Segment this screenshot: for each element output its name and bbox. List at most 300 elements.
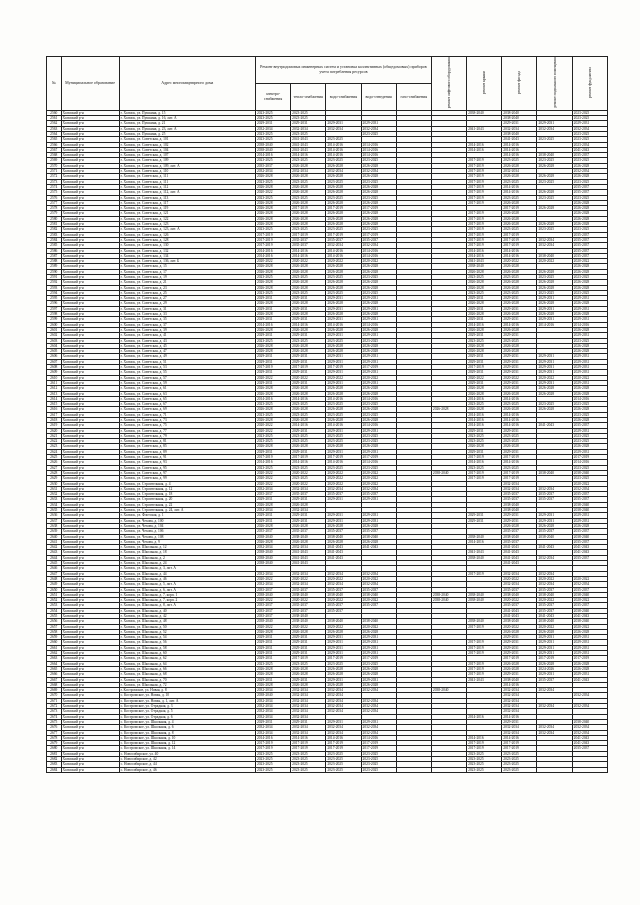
row-address: г. Холмск, ул. Советская, д. 107: [119, 153, 255, 158]
row-water: 2023-2025: [326, 227, 361, 232]
row-basement: 2029-2031: [537, 380, 572, 385]
row-heat: 2023-2025: [291, 227, 326, 232]
row-foundation: 2026-2028: [572, 418, 607, 423]
row-heat: 2035-2037: [291, 492, 326, 497]
row-lift: 2038-2040: [431, 592, 466, 597]
row-address: г. Холмск, ул. Строительная, д. 4: [119, 481, 255, 486]
row-foundation: 2029-2031: [572, 317, 607, 322]
row-address: г. Холмск, ул. Чехова, д. 106: [119, 529, 255, 534]
row-sewer: 2029-2031: [361, 497, 396, 502]
row-basement: 2032-2034: [537, 555, 572, 560]
row-sewer: 2026-2028: [361, 184, 396, 189]
row-electric: 2026-2028: [255, 407, 290, 412]
row-address: г. Холмск, ул. Советская, д. 136, лит. Б: [119, 259, 255, 264]
row-roof: 2023-2025: [467, 290, 502, 295]
row-address: г. Холмск, ул. Советская, д. 91: [119, 455, 255, 460]
row-water: 2029-2031: [326, 651, 361, 656]
row-electric: 2029-2031: [255, 317, 290, 322]
row-basement: 2026-2028: [537, 174, 572, 179]
row-roof: 2014-2016: [467, 412, 502, 417]
row-electric: 2029-2031: [255, 296, 290, 301]
row-address: г. Холмск, ул. Советская, д. 51: [119, 359, 255, 364]
row-sewer: 2029-2031: [361, 677, 396, 682]
row-roof: 2017-2019: [467, 571, 502, 576]
row-basement: 2020-2022: [537, 259, 572, 264]
row-basement: 2035-2037: [537, 497, 572, 502]
row-facade: 2017-2019: [502, 476, 537, 481]
row-number: 2580: [47, 216, 62, 221]
row-foundation: 2035-2037: [572, 555, 607, 560]
row-foundation: 2029-2031: [572, 380, 607, 385]
row-heat: 2014-2016: [291, 396, 326, 401]
row-basement: 2026-2028: [537, 523, 572, 528]
row-water: 2020-2022: [326, 375, 361, 380]
row-electric: 2038-2040: [255, 619, 290, 624]
row-water: 2023-2025: [326, 402, 361, 407]
row-facade: 2032-2034: [502, 582, 537, 587]
row-roof: 2026-2028: [467, 312, 502, 317]
row-heat: 2029-2031: [291, 449, 326, 454]
row-heat: 2038-2040: [291, 619, 326, 624]
row-water: 2026-2028: [326, 349, 361, 354]
row-sewer: 2026-2028: [361, 349, 396, 354]
row-basement: 2041-2043: [537, 545, 572, 550]
row-water: 2026-2028: [326, 301, 361, 306]
row-sewer: 2014-2016: [361, 735, 396, 740]
row-roof: 2017-2019: [467, 746, 502, 751]
row-basement: 2029-2031: [537, 354, 572, 359]
row-heat: 2026-2028: [291, 301, 326, 306]
row-number: 2638: [47, 523, 62, 528]
row-number: 2659: [47, 635, 62, 640]
row-electric: 2035-2037: [255, 163, 290, 168]
row-water: 2014-2016: [326, 735, 361, 740]
row-number: 2679: [47, 741, 62, 746]
row-number: 2575: [47, 190, 62, 195]
row-municipality: Холмский р-н: [61, 688, 119, 693]
row-facade: 2017-2019: [502, 455, 537, 460]
row-water: 2029-2031: [326, 306, 361, 311]
row-foundation: 2026-2028: [572, 264, 607, 269]
row-municipality: Холмский р-н: [61, 174, 119, 179]
row-sewer: 2029-2031: [361, 645, 396, 650]
row-heat: 2026-2028: [291, 200, 326, 205]
row-roof: 2017-2019: [467, 163, 502, 168]
row-address: г. Холмск, ул. Советская, д. 49: [119, 354, 255, 359]
row-water: 2020-2022: [326, 470, 361, 475]
row-facade: 2026-2028: [502, 327, 537, 332]
row-electric: 2023-2025: [255, 116, 290, 121]
row-heat: 2020-2022: [291, 470, 326, 475]
row-heat: 2026-2028: [291, 523, 326, 528]
row-water: 2017-2019: [326, 206, 361, 211]
row-roof: 2014-2016: [467, 423, 502, 428]
row-address: с. Костромское, ул. Новая, д. 1, лит. А: [119, 698, 255, 703]
row-facade: 2017-2019: [502, 741, 537, 746]
row-sewer: 2035-2037: [361, 492, 396, 497]
row-water: 2032-2034: [326, 698, 361, 703]
row-municipality: Холмский р-н: [61, 714, 119, 719]
row-basement: 2038-2040: [537, 592, 572, 597]
row-roof: 2017-2019: [467, 476, 502, 481]
row-municipality: Холмский р-н: [61, 455, 119, 460]
row-foundation: 2026-2028: [572, 280, 607, 285]
row-basement: 2041-2043: [537, 613, 572, 618]
row-heat: 2023-2025: [291, 439, 326, 444]
row-municipality: Холмский р-н: [61, 746, 119, 751]
row-facade: 2026-2028: [502, 301, 537, 306]
row-water: 2026-2028: [326, 280, 361, 285]
row-municipality: Холмский р-н: [61, 545, 119, 550]
row-water: 2032-2034: [326, 243, 361, 248]
row-foundation: 2032-2034: [572, 704, 607, 709]
row-facade: 2032-2034: [502, 693, 537, 698]
row-foundation: 2017-2019: [572, 656, 607, 661]
row-electric: 2023-2025: [255, 137, 290, 142]
row-address: г. Холмск, ул. Строительная, д. 20: [119, 497, 255, 502]
row-foundation: 2026-2028: [572, 206, 607, 211]
header-address: Адрес многоквартирного дома: [119, 57, 255, 111]
row-municipality: Холмский р-н: [61, 163, 119, 168]
row-heat: 2026-2028: [291, 269, 326, 274]
row-facade: 2041-2043: [502, 561, 537, 566]
row-facade: 2026-2028: [502, 222, 537, 227]
row-foundation: 2029-2031: [572, 365, 607, 370]
row-foundation: 2038-2040: [572, 534, 607, 539]
row-address: г. Холмск, ул. Флотская, д. 1: [119, 513, 255, 518]
row-roof: 2038-2040: [467, 534, 502, 539]
row-water: 2026-2028: [326, 184, 361, 189]
row-heat: 2029-2031: [291, 640, 326, 645]
row-water: 2029-2031: [326, 296, 361, 301]
row-basement: 2038-2040: [537, 153, 572, 158]
row-foundation: 2026-2028: [572, 285, 607, 290]
row-facade: 2023-2025: [502, 757, 537, 762]
row-water: 2032-2034: [326, 709, 361, 714]
row-heat: 2035-2037: [291, 243, 326, 248]
row-heat: 2023-2025: [291, 274, 326, 279]
row-water: 2026-2028: [326, 211, 361, 216]
row-address: г. Холмск, ул. Советская, д. 69: [119, 407, 255, 412]
row-foundation: 2020-2022: [572, 576, 607, 581]
row-number: 2661: [47, 645, 62, 650]
row-heat: 2032-2034: [291, 693, 326, 698]
row-roof: 2017-2019: [467, 645, 502, 650]
row-roof: 2023-2025: [467, 433, 502, 438]
row-municipality: Холмский р-н: [61, 290, 119, 295]
row-foundation: 2020-2022: [572, 598, 607, 603]
row-facade: 2035-2037: [502, 539, 537, 544]
row-address: г. Холмск, ул. Советская, д. 59: [119, 380, 255, 385]
row-basement: 2029-2031: [537, 645, 572, 650]
row-facade: 2023-2025: [502, 402, 537, 407]
row-electric: 2029-2031: [255, 333, 290, 338]
row-number: 2597: [47, 306, 62, 311]
row-facade: 2014-2016: [502, 714, 537, 719]
row-number: 2581: [47, 222, 62, 227]
row-roof: 2029-2031: [467, 317, 502, 322]
header-roof: ремонт крыши: [467, 57, 502, 111]
row-foundation: 2023-2025: [572, 290, 607, 295]
row-electric: 2029-2031: [255, 306, 290, 311]
row-address: г. Холмск, ул. Советская, д. 15: [119, 264, 255, 269]
header-foundation: ремонт фундамента: [572, 57, 607, 111]
row-water: 2026-2028: [326, 190, 361, 195]
row-water: 2041-2043: [326, 545, 361, 550]
row-address: г. Холмск, ул. Советская, д. 112, лит. А: [119, 190, 255, 195]
row-water: 2032-2034: [326, 693, 361, 698]
row-heat: 2023-2025: [291, 661, 326, 666]
row-sewer: 2029-2031: [361, 370, 396, 375]
row-municipality: Холмский р-н: [61, 391, 119, 396]
row-electric: 2020-2022: [255, 476, 290, 481]
row-facade: 2029-2031: [502, 359, 537, 364]
row-address: г. Холмск, ул. Советская, д. 43: [119, 338, 255, 343]
row-sewer: 2014-2016: [361, 396, 396, 401]
row-foundation: 2029-2031: [572, 354, 607, 359]
row-facade: 2032-2034: [502, 688, 537, 693]
row-heat: 2026-2028: [291, 264, 326, 269]
row-foundation: 2023-2025: [572, 465, 607, 470]
row-municipality: Холмский р-н: [61, 126, 119, 131]
row-sewer: 2023-2025: [361, 131, 396, 136]
row-heat: 2032-2034: [291, 714, 326, 719]
row-municipality: Холмский р-н: [61, 470, 119, 475]
row-facade: 2029-2031: [502, 719, 537, 724]
row-facade: 2029-2031: [502, 645, 537, 650]
row-basement: 2026-2028: [537, 386, 572, 391]
row-sewer: 2029-2031: [361, 359, 396, 364]
row-facade: 2029-2031: [502, 121, 537, 126]
row-electric: 2023-2025: [255, 274, 290, 279]
row-foundation: 2023-2025: [572, 412, 607, 417]
row-roof: 2017-2019: [467, 222, 502, 227]
row-municipality: Холмский р-н: [61, 661, 119, 666]
row-heat: 2023-2025: [291, 116, 326, 121]
row-sewer: 2020-2022: [361, 259, 396, 264]
header-electric: электро-снабжения: [255, 83, 290, 110]
row-water: 2026-2028: [326, 285, 361, 290]
row-number: 2609: [47, 370, 62, 375]
row-heat: 2032-2034: [291, 688, 326, 693]
row-foundation: 2023-2025: [572, 402, 607, 407]
row-gas: [396, 767, 431, 772]
row-facade: 2029-2031: [502, 317, 537, 322]
row-municipality: Холмский р-н: [61, 248, 119, 253]
row-foundation: 2029-2031: [572, 513, 607, 518]
row-basement: 2035-2037: [537, 529, 572, 534]
row-basement: 2032-2034: [537, 571, 572, 576]
row-roof: 2017-2019: [467, 624, 502, 629]
row-basement: 2026-2028: [537, 661, 572, 666]
row-municipality: Холмский р-н: [61, 508, 119, 513]
row-water: 2029-2031: [326, 513, 361, 518]
row-foundation: 2032-2034: [572, 486, 607, 491]
row-roof: 2029-2031: [467, 306, 502, 311]
row-facade: 2023-2025: [502, 227, 537, 232]
row-foundation: 2023-2025: [572, 274, 607, 279]
row-heat: 2032-2034: [291, 486, 326, 491]
row-municipality: Холмский р-н: [61, 502, 119, 507]
row-electric: 2029-2031: [255, 497, 290, 502]
row-address: г. Холмск, ул. Советская, д. 61: [119, 386, 255, 391]
row-sewer: 2029-2031: [361, 513, 396, 518]
row-number: 2562: [47, 121, 62, 126]
row-municipality: Холмский р-н: [61, 465, 119, 470]
row-water: 2032-2034: [326, 486, 361, 491]
row-roof: 2014-2016: [467, 396, 502, 401]
row-sewer: 2020-2022: [361, 576, 396, 581]
row-address: г. Холмск, ул. Школьная, д. 58: [119, 645, 255, 650]
row-heat: 2038-2040: [291, 613, 326, 618]
row-water: 2026-2028: [326, 682, 361, 687]
row-heat: 2029-2031: [291, 518, 326, 523]
row-facade: 2014-2016: [502, 412, 537, 417]
row-facade: 2026-2028: [502, 523, 537, 528]
row-sewer: 2014-2016: [361, 460, 396, 465]
row-electric: 2017-2019: [255, 741, 290, 746]
row-electric: 2035-2037: [255, 608, 290, 613]
row-municipality: Холмский р-н: [61, 608, 119, 613]
row-foundation: 2020-2022: [572, 624, 607, 629]
row-facade: 2032-2034: [502, 698, 537, 703]
row-sewer: 2035-2037: [361, 529, 396, 534]
row-municipality: Холмский р-н: [61, 333, 119, 338]
row-facade: 2029-2031: [502, 518, 537, 523]
row-electric: 2032-2034: [255, 698, 290, 703]
row-address: г. Холмск, ул. Советская, д. 128: [119, 237, 255, 242]
row-address: с. Костромское, ул. Школьная, д. 10: [119, 735, 255, 740]
row-water: 2029-2031: [326, 121, 361, 126]
row-roof: 2017-2019: [467, 661, 502, 666]
row-electric: 2026-2028: [255, 301, 290, 306]
row-municipality: Холмский р-н: [61, 603, 119, 608]
row-water: 2032-2034: [326, 571, 361, 576]
row-heat: 2023-2025: [291, 110, 326, 115]
row-foundation: 2023-2025: [572, 131, 607, 136]
row-electric: 2032-2034: [255, 508, 290, 513]
row-water: 2029-2031: [326, 359, 361, 364]
row-heat: 2023-2025: [291, 402, 326, 407]
row-electric: 2026-2028: [255, 391, 290, 396]
row-sewer: 2026-2028: [361, 211, 396, 216]
row-electric: 2020-2022: [255, 259, 290, 264]
row-municipality: Холмский р-н: [61, 237, 119, 242]
row-facade: 2029-2031: [502, 365, 537, 370]
row-foundation: 2032-2034: [572, 169, 607, 174]
row-electric: 2023-2025: [255, 402, 290, 407]
row-water: 2017-2019: [326, 365, 361, 370]
row-roof: 2029-2031: [467, 513, 502, 518]
row-water: 2020-2022: [326, 576, 361, 581]
row-municipality: Холмский р-н: [61, 576, 119, 581]
row-municipality: Холмский р-н: [61, 741, 119, 746]
row-facade: 2014-2016: [502, 253, 537, 258]
row-facade: 2032-2034: [502, 709, 537, 714]
row-number: 2595: [47, 296, 62, 301]
row-basement: 2032-2034: [537, 126, 572, 131]
row-facade: 2020-2022: [502, 576, 537, 581]
row-electric: 2023-2025: [255, 751, 290, 756]
row-sewer: 2026-2028: [361, 216, 396, 221]
row-municipality: Холмский р-н: [61, 698, 119, 703]
row-basement: 2029-2031: [537, 317, 572, 322]
row-foundation: 2026-2028: [572, 312, 607, 317]
row-number: 2650: [47, 587, 62, 592]
row-basement: 2026-2028: [537, 280, 572, 285]
row-facade: 2026-2028: [502, 200, 537, 205]
row-roof: 2023-2025: [467, 751, 502, 756]
row-address: г. Холмск, ул. Школьная, д. 7, корп. 2: [119, 598, 255, 603]
row-water: 2029-2031: [326, 518, 361, 523]
row-sewer: 2038-2040: [361, 619, 396, 624]
row-roof: 2026-2028: [467, 444, 502, 449]
row-facade: 2026-2028: [502, 386, 537, 391]
row-sewer: 2023-2025: [361, 661, 396, 666]
row-water: 2026-2028: [326, 327, 361, 332]
row-address: г. Холмск, ул. Советская, д. 97: [119, 470, 255, 475]
row-address: г. Холмск, ул. Школьная, д. 18: [119, 550, 255, 555]
row-foundation: 2026-2028: [572, 174, 607, 179]
row-roof: 2023-2025: [467, 274, 502, 279]
row-electric: 2032-2034: [255, 169, 290, 174]
row-basement: 2038-2040: [537, 534, 572, 539]
row-electric: 2023-2025: [255, 412, 290, 417]
row-facade: 2041-2043: [502, 137, 537, 142]
row-heat: 2020-2022: [291, 624, 326, 629]
row-water: 2023-2025: [326, 137, 361, 142]
row-water: 2026-2028: [326, 629, 361, 634]
header-lift: ремонт лифтового оборудования: [431, 57, 466, 111]
row-heat: 2032-2034: [291, 508, 326, 513]
row-water: 2026-2028: [326, 222, 361, 227]
row-sewer: 2029-2031: [361, 380, 396, 385]
row-heat: 2026-2028: [291, 407, 326, 412]
row-address: г. Холмск, ул. Школьная, д. 64: [119, 661, 255, 666]
header-water: водо-снабжения: [326, 83, 361, 110]
row-address: с. Новосибирское, д. 42: [119, 757, 255, 762]
row-address: г. Холмск, ул. Советская, д. 41: [119, 333, 255, 338]
row-municipality: Холмский р-н: [61, 110, 119, 115]
row-foundation: 2035-2037: [572, 603, 607, 608]
header-basement: ремонт подвального помещения: [537, 57, 572, 111]
row-lift: [431, 767, 466, 772]
row-roof: 2029-2031: [467, 333, 502, 338]
row-water: 2026-2028: [326, 386, 361, 391]
row-address: с. Костромское, ул. Школьная, д. 8: [119, 730, 255, 735]
row-heat: 2020-2022: [291, 375, 326, 380]
row-municipality: Холмский р-н: [61, 269, 119, 274]
row-address: г. Холмск, ул. Советская, д. 102: [119, 142, 255, 147]
row-sewer: 2026-2028: [361, 312, 396, 317]
row-foundation: 2026-2028: [572, 211, 607, 216]
row-water: 2014-2016: [326, 396, 361, 401]
row-foundation: 2029-2031: [572, 306, 607, 311]
row-address: г. Холмск, ул. Советская, д. 85: [119, 444, 255, 449]
row-foundation: 2029-2031: [572, 645, 607, 650]
row-number: 2615: [47, 402, 62, 407]
row-electric: 2029-2031: [255, 719, 290, 724]
row-sewer: 2020-2022: [361, 470, 396, 475]
row-facade: 2023-2025: [502, 290, 537, 295]
row-facade: 2038-2040: [502, 116, 537, 121]
row-heat: 2041-2043: [291, 550, 326, 555]
row-foundation: 2029-2031: [572, 518, 607, 523]
row-address: г. Холмск, ул. Школьная, д. 56: [119, 640, 255, 645]
row-facade: 2020-2022: [502, 259, 537, 264]
row-number: 2630: [47, 481, 62, 486]
row-electric: 2014-2016: [255, 460, 290, 465]
